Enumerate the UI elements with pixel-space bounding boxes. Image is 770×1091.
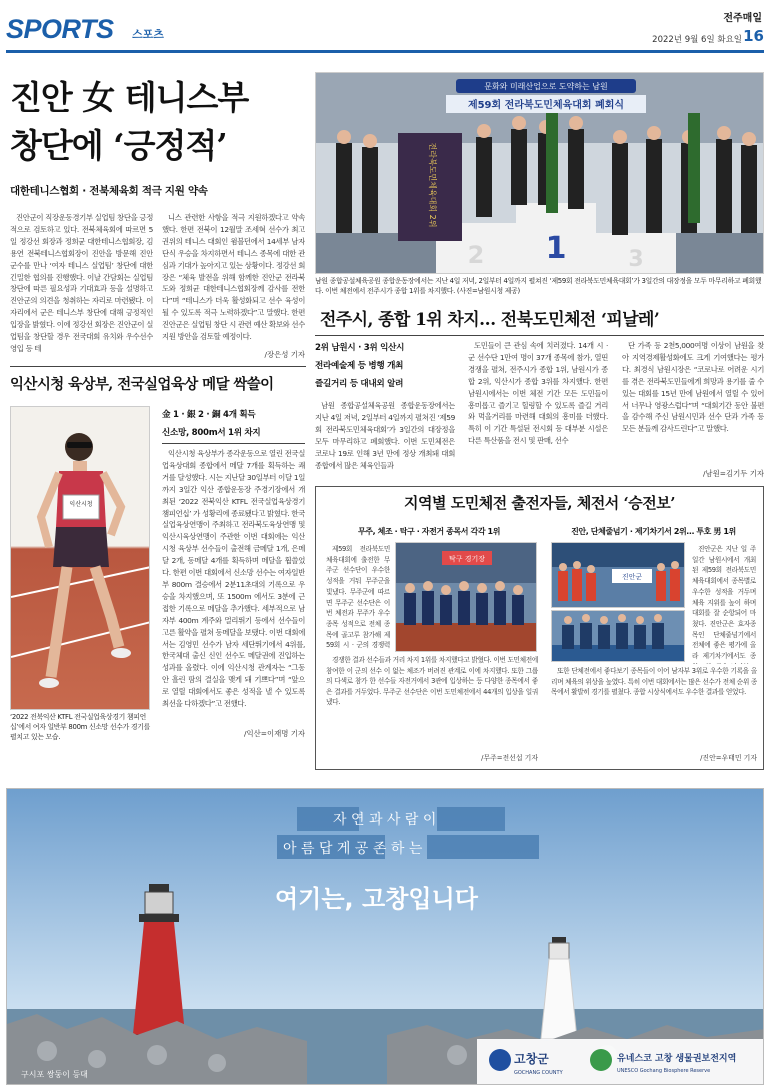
divider: [10, 366, 306, 367]
box-left-byline: /무주=전선섭 기자: [481, 754, 538, 762]
headline-line: 창단에 ‘긍정적’: [10, 126, 227, 165]
divider: [315, 335, 764, 336]
article-text: 니스 관련한 사항을 적극 지원하겠다고 약속했다. 한편 전북이 12월말 조세혁 선수가 최고 권위의 테니스 대회인 윔블던에서 14세부 남자단식 우승을 차지하면서 테니스 종목에 대한 관심과 기대가 높아지고 있는 상황이다. 정강선 회장은 “체육 발전을 위해 함께한 진안군 전라북도와 정희균 대한테니스협회장께 감사를 전한다”며 “테니스가 더욱 활성화되고 선수 육성이 될 수 있도록 적극 노력하겠다”고 말했다. 한편 진안군은 실업팀 창단 시 관련 예산 확보와 선수 지원 방안을 검토할 예정이다.: [162, 213, 305, 342]
article1-byline: /장은성 기자: [264, 350, 305, 359]
article-text: 진안군은 지난 일 주일간 남원시에서 개최된 제59회 전라북도민체육대회에서 종목별로 우수한 성적을 거두며 체육 지위를 높이 하며 대회를 잘 순항되어 마쳤다. 진안군은 효자종목인 단체줄넘기에서 전체에 좋은 평가에 올라 제기차기에서도 종: [692, 545, 756, 661]
box-right-byline: /진안=우태민 기자: [700, 754, 757, 762]
podium-number: 3: [628, 247, 644, 272]
gochang-logo-en: GOCHANG COUNTY: [514, 1070, 563, 1076]
newspaper-name: 전주매일: [723, 13, 762, 24]
podium-number: 1: [545, 231, 567, 266]
article2-bullets: [162, 406, 305, 442]
bullet-item: 즐길거리 등 대내외 알려: [315, 379, 404, 389]
bullet-item: 신소망, 800m서 1위 차지: [162, 428, 261, 438]
jinan-photo2-illustration: [552, 611, 685, 662]
box-right-subhead: 진안, 단체줄넘기 · 제기차기서 2위… 투호 男 1위: [571, 527, 736, 536]
ceremony-illustration: [316, 73, 764, 274]
divider: [162, 443, 305, 444]
ad-illustration: [7, 789, 764, 1085]
unesco-logo-en: UNESCO Gochang Biosphere Reserve: [617, 1068, 711, 1074]
gochang-advertisement: [6, 788, 764, 1085]
headline-line: 진안 女 테니스부: [10, 78, 249, 117]
ceremony-banner: 문화와 미래산업으로 도약하는 남원: [484, 82, 608, 91]
article1-column: [10, 212, 153, 360]
page-number: 16: [743, 27, 764, 45]
article-text: 익산시청 육상부가 종각운동으로 열린 전국실업육상대회 종합에서 메달 7개를 획득하는 쾌거를 달성했다. 시는 지난달 30일부터 이달 1일까지 3일간 익산 종합운동장 주경기장에서 개최된 ‘2022 전북익산 KTFL 전국실업육상경기 챔피언십’ 가 성황리에 종료됐다고 밝혔다. 한국실업육상연맹이 주최하고 전라북도육상연맹 및 익산시육상연맹이 주관한 이번 대회에는 익산시청 육상부 선수들이 출전해 금메달 1개, 은메달 2개, 동메달 4개를 획득하며 메달을 휩쓸었다. 한편 이번 대회에서 신소망 선수는 여자일반부 800m 결승에서 2분11초대의 기록으로 우승을 차지했으며, 또 1500m 에서도 3분에 근접한 기록으로 메달을 추가했다. 세부적으로 남자부 400m 계주와 멀리뛰기 등에서 선수들이 고른 활약을 펼쳐 동메달을 보탰다. 이번 대회에서는 김영민 선수가 남자 세단뛰기에서 4위를, 한국체대 출신 신인 선수도 메달권에 진입하는 성과를 올렸다. 이에 익산시청 관계자는 “그동안 흘린 땀의 결실을 맺게 돼 기쁘다”며 “앞으로 열릴 대회에서도 좋은 성적을 낼 수 있도록 최선을 다하겠다”고 전했다.: [162, 449, 305, 709]
article-text: 경쟁한 결과 선수들과 거리 차지 1위를 차지했다고 밝혔다. 이번 도민체전에 참여한 이 군의 선수 이 없는 체조가 버려진 관계로 이에 차지했다. 또한 그룹의 다색로 참가 한 선수들 자전거에서 3관에 입상하는 등 다양한 종목에서 좋은 결과를 거두었다. 무주군 선수단은 이번 도민체전에서 44개의 입상을 일궈냈다.: [326, 656, 538, 706]
jinan-photo-banner: 진안군: [621, 573, 643, 581]
article-text: 또한 단체전에서 좋다보기 종목들이 이어 남자부 3위로 우수한 기록을 올리며 체육의 위상을 높였다. 특히 이번 대회에서는 많은 선수가 전체 순위 종목에서 활발히 경기를 펼쳤다. 종합 시상식에서도 우수한 결과를 얻었다.: [551, 667, 757, 696]
article-text: 제59회 전라북도민체육대회에 출전한 무주군 선수단이 우수한 성적을 거둬 무주군을 빛냈다. 무주군에 따르면 무주군 선수단은 이번 체전과 무주가 우수 종목 성적으로 전체 종목에 골고루 참가해 제 59회 시 · 군의 경쟁력: [326, 545, 390, 650]
ceremony-flag-text: 전라북도민체육대회 2위: [428, 142, 437, 228]
ceremony-event-title: 제59회 전라북도민체육대회 폐회식: [467, 100, 625, 111]
article3-column: [315, 400, 455, 480]
issue-date: 2022년 9월 6일 화요일: [652, 35, 742, 45]
jinan-team-photo-2: [551, 610, 685, 662]
article3-column: [622, 340, 764, 468]
runner-illustration: [11, 407, 150, 710]
box-right-bottom: [551, 666, 757, 752]
caption-text: 남원 종합공설체육공원 종합운동장에서는 지난 4일 저녁, 2일부터 4일까지 펼쳐진 ‘제59회 전라북도민체육대회’가 3일간의 대장정을 모두 마무리하고 폐회했다. 이번 체전에서 전주시가 종합 1위를 차지했다.: [315, 277, 762, 296]
article3-headline: 전주시, 종합 1위 차지… 전북도민체전 ‘피날레’: [320, 310, 660, 330]
runner-photo-caption: ‘2022 전북익산 KTFL 전국실업육상경기 챔피언십’에서 여자 일반부 800m 신소망 선수가 경기를 펼치고 있는 모습.: [10, 713, 150, 742]
section-title-korean: 스포츠: [132, 28, 164, 41]
article-text: 진안군이 직장운동경기부 실업팀 창단을 긍정적으로 검토하고 있다. 전북체육회에 따르면 5일 정강선 회장과 정희균 대한테니스협회장, 김용연 전북테니스협회장이 진안을 방문해 진안군수를 만나 ‘여자 테니스 실업팀’ 창단에 대한 긴밀한 협의를 진행했다. 이날 간담회는 실업팀 창단에 따른 필요성과 기대효과 등을 설명하고 진안군의 의견을 청취하는 자리로 마련됐다. 이 자리에서 군은 테니스부 창단에 대해 긍정적인 입장을 밝혔다. 이에 정강선 회장은 진안군이 실업팀을 창단할 경우 전국대회 유치와 우수선수 영입 등 테: [10, 213, 153, 353]
team-photo-banner: 탁구 경기장: [448, 555, 486, 563]
ad-line1: 자 연 과 사 람 이: [333, 812, 437, 828]
ceremony-photo: [315, 72, 764, 274]
bib-label: 익산시청: [69, 501, 93, 508]
box-left-column: [326, 544, 390, 652]
unesco-logo-text: 유네스코 고창 생물권보전지역: [617, 1054, 737, 1064]
box-left-subhead: 무주, 체조 · 탁구 · 자전거 종목서 각각 1위: [357, 527, 501, 536]
article-text: 도민들이 큰 관심 속에 치러졌다. 14개 시 · 군 선수단 1만여 명이 37개 종목에 참가, 열띤 경쟁을 펼쳐, 전주시가 종합 1위, 남원시가 종합 2위, 익산시가 종합 3위를 차지했다. 한편 남원시에서는 이번 체전 기간 모든 도민들이 흥미롭고 즐기고 힐링할 수 있도록 즐길 거리와 먹을거리를 마련해 대회의 흥미를 더했다. 특히 이 기간 특설된 전시회 등 대부분 시설은 다른 특산품을 전시 및 판매, 선수: [468, 341, 608, 446]
article1-subhead: 대한테니스협회 · 전북체육회 적극 지원 약속: [10, 185, 208, 197]
jinan-photo-illustration: [552, 543, 685, 608]
article3-column: [468, 340, 608, 480]
masthead-rule: [6, 50, 764, 53]
article2-column: [162, 448, 305, 774]
article3-byline: /남원=김기두 기자: [702, 469, 764, 478]
article-text: 단 가족 등 2천5,000여명 이상이 남원을 찾아 지역경제활성화에도 크게 기여했다는 평가다. 최경식 남원시장은 “코로나로 어려운 시기를 겪은 전라북도민들에게 희망과 용기를 줄 수 있는 대회를 15년 만에 남원에서 열릴 수 있어서 너무나 영광스럽다”며 “대회기간 동안 불편을 감수해 주신 남원시민과 선수 단과 가족 등 모든 분들께 감사드린다”고 말했다.: [622, 341, 764, 434]
article3-bullets: [315, 339, 455, 393]
section-title: SPORTS: [6, 14, 114, 44]
podium-number: 2: [467, 241, 485, 269]
runner-photo: [10, 406, 150, 710]
box-left-bottom: [326, 655, 538, 753]
ad-line2: 아 름 답 게 공 존 하 는: [283, 841, 423, 857]
bullet-item: 전라예술제 등 병행 개최: [315, 361, 404, 371]
article2-headline: 익산시청 육상부, 전국실업육상 메달 싹쓸이: [10, 376, 274, 393]
article1-headline: [10, 74, 248, 170]
bullet-item: 金 1 · 銀 2 · 銅 4개 획득: [162, 410, 256, 420]
jinan-team-photo: [551, 542, 685, 608]
article2-byline: /익산=이재명 기자: [243, 729, 305, 738]
ad-photo-caption: 구시포 쌍둥이 등대: [21, 1070, 88, 1079]
gochang-logo-text: 고창군: [514, 1052, 549, 1066]
ad-slogan: 여기는, 고창입니다: [275, 885, 478, 913]
ceremony-photo-caption: [315, 276, 764, 296]
article1-column: [162, 212, 305, 348]
table-tennis-team-photo: [395, 542, 537, 652]
photo-credit: (사진=남원시청 제공): [456, 287, 520, 296]
team-photo-illustration: [396, 543, 537, 652]
box-right-column: [692, 544, 756, 664]
article-text: 남원 종합공설체육공원 종합운동장에서는 지난 4일 저녁, 2일부터 4일까지 펼쳐진 ‘제59회 전라북도민체육대회’가 3일간의 대장정을 모두 마무리하고 폐회했다. 이번 도민체전은 코로나 19로 인해 3년 만에 정상 개최돼 대회 종합에서 많은 체육인들과: [315, 401, 455, 470]
box-headline: 지역별 도민체전 출전자들, 체전서 ‘승전보’: [404, 494, 675, 512]
bullet-item: 2위 남원시 · 3위 익산시: [315, 343, 405, 353]
